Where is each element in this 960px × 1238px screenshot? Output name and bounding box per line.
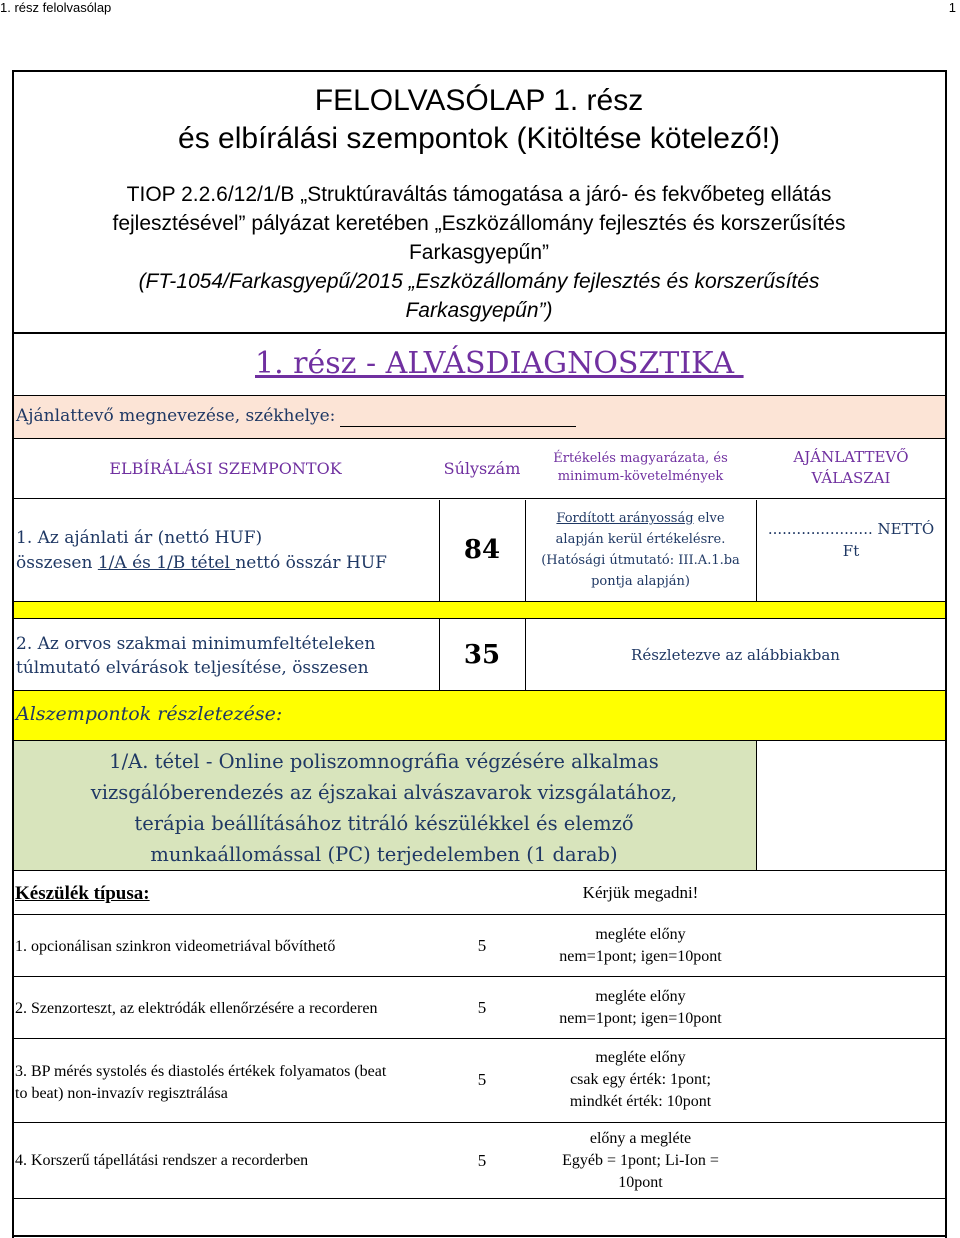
vrule-weight-left-row2: [439, 618, 440, 690]
criterion-1-line2-post: nettó összár HUF: [235, 553, 387, 573]
rule-sub-bottom: [12, 740, 946, 741]
rule-row2-bottom: [12, 690, 946, 691]
subitem-1-eval-line1: megléte előny: [595, 926, 686, 943]
subitem-3-eval-line2: csak egy érték: 1pont;: [570, 1071, 711, 1088]
subitem-3-evaluation: [525, 1040, 756, 1120]
yellow-spacer-band: [12, 602, 946, 618]
subitem-2-label: [15, 998, 377, 1020]
subitem-2-eval-line2: nem=1pont; igen=10pont: [559, 1010, 722, 1027]
document-title-line2: és elbírálási szempontok (Kitöltése kötelező!): [178, 122, 780, 155]
device-value-field[interactable]: Kérjük megadni!: [582, 883, 699, 902]
document-title-line1: FELOLVASÓLAP 1. rész: [314, 84, 644, 117]
criterion-1-line2-pre: összesen: [16, 553, 98, 573]
criterion-2-weight: 35: [463, 640, 501, 670]
page-header-left: 1. rész felolvasólap: [0, 0, 112, 15]
project-line2: fejlesztésével” pályázat keretében „Eszközállomány fejlesztés és korszerűsítés: [112, 212, 846, 235]
vrule-weight-right-row2: [525, 618, 526, 690]
bidder-label-text: Ajánlattevő megnevezése, székhelye:: [16, 406, 336, 426]
subitem-4-eval-line2: Egyéb = 1pont; Li-Ion =: [562, 1152, 719, 1169]
subitem-4-eval-line3: 10pont: [618, 1174, 663, 1191]
rule-sub1-bottom: [12, 976, 946, 977]
criterion-1-line2-underlined: 1/A és 1/B tétel: [97, 553, 236, 573]
project-line1: TIOP 2.2.6/12/1/B „Struktúraváltás támogatása a járó- és fekvőbeteg ellátás: [126, 183, 832, 206]
part-title: 1. rész - ALVÁSDIAGNOSZTIKA: [255, 346, 744, 381]
subitem-1-evaluation: [525, 916, 756, 976]
subitem-2-weight: 5: [477, 998, 487, 1017]
subitem-3-label: [15, 1061, 386, 1105]
rule-sub4-bottom: [12, 1198, 946, 1199]
criterion-1-eval-underlined: Fordított arányosság: [556, 511, 694, 526]
subitem-4-label: [15, 1150, 308, 1172]
rule-title-bottom: [12, 332, 946, 334]
bidder-underline: [340, 426, 576, 427]
subitem-3-eval-line1: megléte előny: [595, 1049, 686, 1066]
rule-item-bottom: [12, 870, 946, 871]
rule-sub3-bottom: [12, 1122, 946, 1123]
criterion-1-answer-line2: Ft: [842, 542, 860, 560]
vrule-item-right: [756, 740, 757, 870]
col-header-answer-line2: VÁLASZAI: [811, 469, 891, 487]
device-label: Készülék típusa:: [15, 883, 150, 904]
col-header-evaluation: [525, 440, 756, 496]
document-title: [12, 82, 946, 158]
col-header-answer: [756, 440, 946, 496]
subitem-4-evaluation: [525, 1126, 756, 1196]
subitem-4-weight: 5: [477, 1151, 487, 1170]
subitem-1-weight: 5: [477, 936, 487, 955]
vrule-weight-right-row1: [525, 500, 526, 601]
frame-right: [945, 70, 947, 1238]
criterion-2-line1: 2. Az orvos szakmai minimumfeltételeken: [16, 634, 376, 654]
frame-top: [12, 70, 947, 72]
frame-left: [12, 70, 14, 1238]
criterion-1-label: [16, 526, 387, 576]
col-header-criteria: ELBÍRÁLÁSI SZEMPONTOK: [109, 458, 342, 478]
subitem-3-line1: 3. BP mérés systolés és diastolés értékek folyamatos (beat: [15, 1063, 387, 1080]
project-line3: Farkasgyepűn”: [408, 241, 550, 264]
criterion-1-eval-line1: [556, 508, 724, 529]
criterion-1-evaluation: [525, 500, 756, 600]
criterion-1-eval-line4: pontja alapján): [591, 574, 690, 589]
criterion-1-eval-line2: alapján kerül értékelésre.: [555, 532, 726, 547]
criterion-1-weight: 84: [463, 535, 501, 565]
subitem-1-eval-line2: nem=1pont; igen=10pont: [559, 948, 722, 965]
rule-bidder-bottom: [12, 438, 946, 439]
subitem-3-weight: 5: [477, 1070, 487, 1089]
col-header-evaluation-line1: Értékelés magyarázata, és: [553, 451, 728, 466]
vrule-weight-left-row1: [439, 500, 440, 601]
rule-spacer-bottom: [12, 618, 946, 619]
item-description: [12, 746, 756, 870]
criterion-2-detail: Részletezve az alábbiakban: [631, 646, 840, 664]
project-line4: (FT-1054/Farkasgyepű/2015 „Eszközállomány fejlesztés és korszerűsítés: [138, 270, 820, 293]
subitem-3-eval-line3: mindkét érték: 10pont: [569, 1093, 712, 1110]
criterion-1-line1: 1. Az ajánlati ár (nettó HUF): [16, 528, 263, 548]
rule-bidder-top: [12, 395, 946, 396]
subitem-2-line1: 2. Szenzorteszt, az elektródák ellenőrzésére a recorderen: [15, 1000, 378, 1017]
criterion-2-label: [16, 632, 375, 680]
subitem-4-eval-line1: előny a megléte: [589, 1130, 692, 1147]
page-number: 1: [948, 0, 956, 15]
rule-device-bottom: [12, 914, 946, 915]
criterion-2-line2: túlmutató elvárások teljesítése, összesen: [16, 658, 369, 678]
subitem-3-line2: to beat) non-invazív regisztrálása: [15, 1085, 228, 1102]
col-header-weight: Súlyszám: [443, 458, 521, 478]
rule-header-bottom: [12, 498, 946, 499]
subitem-2-eval-line1: megléte előny: [595, 988, 686, 1005]
col-header-answer-line1: AJÁNLATTEVŐ: [793, 448, 909, 466]
bidder-label: [16, 406, 335, 426]
criterion-1-eval-line3: (Hatósági útmutató: III.A.1.ba: [541, 553, 740, 568]
project-description: [12, 180, 946, 325]
rule-row1-bottom: [12, 601, 946, 602]
item-line3: terápia beállításához titráló készülékkel és elemző: [134, 812, 634, 835]
criterion-1-answer-line1: ...................... NETTÓ: [767, 520, 935, 538]
criterion-1-answer-field[interactable]: [756, 500, 946, 580]
subitem-1-line1: 1. opcionálisan szinkron videometriával bővíthető: [15, 938, 336, 955]
subitem-4-line1: 4. Korszerű tápellátási rendszer a recorderben: [15, 1152, 309, 1169]
subitem-2-evaluation: [525, 978, 756, 1038]
subitem-1-label: [15, 936, 335, 958]
criterion-1-line2: [16, 551, 387, 576]
subcriteria-label: Alszempontok részletezése:: [16, 703, 283, 725]
criterion-1-eval-line1-post: elve: [693, 511, 725, 526]
vrule-answer-row1: [756, 500, 757, 601]
item-line2: vizsgálóberendezés az éjszakai alvászavarok vizsgálatához,: [90, 781, 678, 804]
col-header-evaluation-line2: minimum-követelmények: [557, 469, 724, 484]
project-line5: Farkasgyepűn”): [405, 299, 553, 322]
rule-sub2-bottom: [12, 1038, 946, 1039]
item-line1: 1/A. tétel - Online poliszomnográfia végzésére alkalmas: [109, 750, 659, 773]
item-line4: munkaállomással (PC) terjedelemben (1 darab): [150, 843, 618, 866]
